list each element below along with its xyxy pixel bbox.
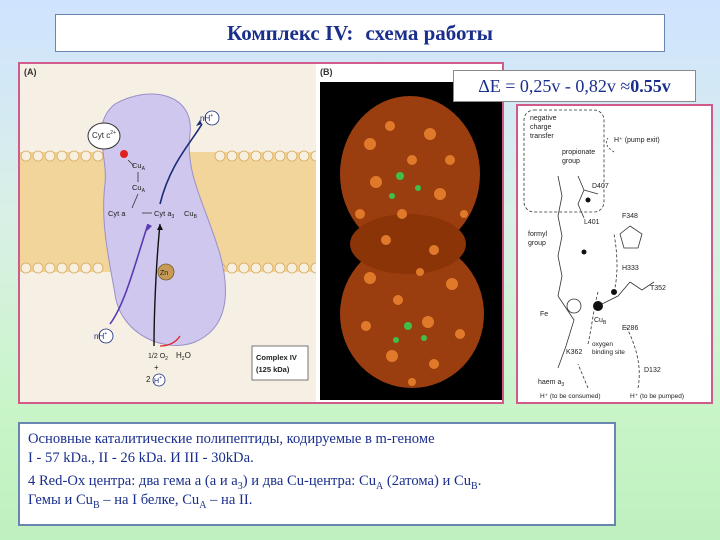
h-pump-exit-label: H⁺ (pump exit) — [614, 137, 660, 144]
neg-charge-2: charge — [530, 124, 552, 131]
svg-text:nH+: nH+ — [200, 113, 214, 123]
fe-label: Fe — [540, 311, 549, 318]
slide-title — [55, 14, 665, 52]
h333-label: H333 — [622, 265, 639, 272]
svg-text:Cyt c2+: Cyt $c^{2+}$ — [92, 130, 116, 140]
k362-label: K362 — [566, 349, 583, 356]
plus-sign: + — [154, 363, 159, 372]
electron-dot — [120, 150, 128, 158]
delta-e-box — [453, 70, 696, 102]
svg-text:haem a3: haem $a_3$ — [538, 379, 565, 388]
complex-label-1: Complex IV — [256, 353, 297, 362]
complex-label-2: (125 kDa) — [256, 365, 290, 374]
svg-text:1/2 O2: 1/2 $O_2$ — [148, 353, 168, 362]
title-part1: Комплекс IV: — [227, 20, 354, 45]
neg-charge-3: transfer — [530, 133, 554, 140]
panel-a-label: (A) — [24, 67, 37, 77]
title-part2: схема работы — [365, 20, 493, 45]
cu-b-label: Cu — [184, 209, 194, 218]
svg-text:CuB: $Cu_B$ — [184, 209, 197, 220]
propionate-2: group — [562, 158, 580, 165]
o2-label: O — [159, 353, 166, 360]
h2o-label: H — [176, 351, 182, 360]
complex-label-box — [252, 346, 308, 380]
d132-label: D132 — [644, 367, 661, 374]
svg-text:H+: H+ — [154, 375, 162, 385]
svg-text:CuA: $Cu_A$ — [132, 183, 145, 194]
zn-label: Zn — [160, 270, 169, 277]
f348-label: F348 — [622, 213, 638, 220]
cyt-a-label: Cyt a — [108, 209, 126, 218]
description-box — [18, 422, 616, 526]
desc-line-2: I - 57 kDa., II - 26 kDa. И III - 30kDa. — [28, 450, 254, 466]
figure-proton-pathway — [516, 104, 713, 404]
panel-b-label: (B) — [320, 67, 333, 77]
proton-path — [578, 234, 639, 388]
svg-text:Cyt a3: Cyt $a_3$ — [154, 209, 175, 220]
delta-e-result: 0.55v — [630, 75, 671, 96]
desc-line-3: 4 Red-Ox центра: два гема а (а и $а_3$) и два Cu-центра: $Cu_A$ (2атома) и $Cu_B$. — [28, 473, 482, 492]
h-top-label: nH — [200, 114, 211, 123]
l401-label: L401 — [584, 219, 600, 226]
fe-center — [567, 299, 581, 313]
svg-text:H2O: $H_2O$ — [176, 351, 191, 362]
svg-text:CuB: $Cu_B$ — [594, 317, 607, 326]
h-bottom-label: nH — [94, 332, 105, 341]
cyt-a3-label: Cyt a — [154, 209, 172, 218]
cu-a-label-2: Cu — [132, 183, 142, 192]
h-pumped-label: H⁺ (to be pumped) — [630, 393, 685, 400]
molecular-skeleton — [558, 176, 654, 368]
svg-text:nH+: nH+ — [94, 331, 108, 341]
formyl-1: formyl — [528, 231, 548, 238]
desc-line-1: Основные каталитические полипептиды, кодируемые в m-геноме — [28, 431, 435, 447]
oxygen-2: binding site — [592, 349, 625, 356]
cu-a-label-1: Cu — [132, 161, 142, 170]
protein-structure-render — [340, 96, 484, 388]
d407-label: D407 — [592, 183, 609, 190]
h-small-label: H — [154, 378, 160, 385]
e286-label: E286 — [622, 325, 639, 332]
svg-text:CuA: $Cu_A$ — [132, 161, 145, 172]
h-consumed-label: H⁺ (to be consumed) — [540, 393, 601, 400]
cub-center — [593, 301, 603, 311]
oxygen-1: oxygen — [592, 341, 613, 348]
cub-label: Cu — [594, 317, 603, 324]
two-label: 2 — [146, 375, 151, 384]
cyt-c-label: Cyt c — [92, 131, 111, 140]
figure-complex-iv — [18, 62, 504, 404]
desc-line-4: Гемы и $Cu_B$ – на I белке, $Cu_A$ – на II. — [28, 492, 253, 511]
haem-label: haem a — [538, 379, 562, 386]
neg-charge-1: negative — [530, 115, 557, 122]
o2-coefficient: 1/2 — [148, 353, 158, 360]
delta-e-equation: ΔE = 0,25v - 0,82v ≈ — [478, 75, 631, 96]
formyl-2: group — [528, 240, 546, 247]
t352-label: T352 — [650, 285, 666, 292]
propionate-1: propionate — [562, 149, 596, 156]
